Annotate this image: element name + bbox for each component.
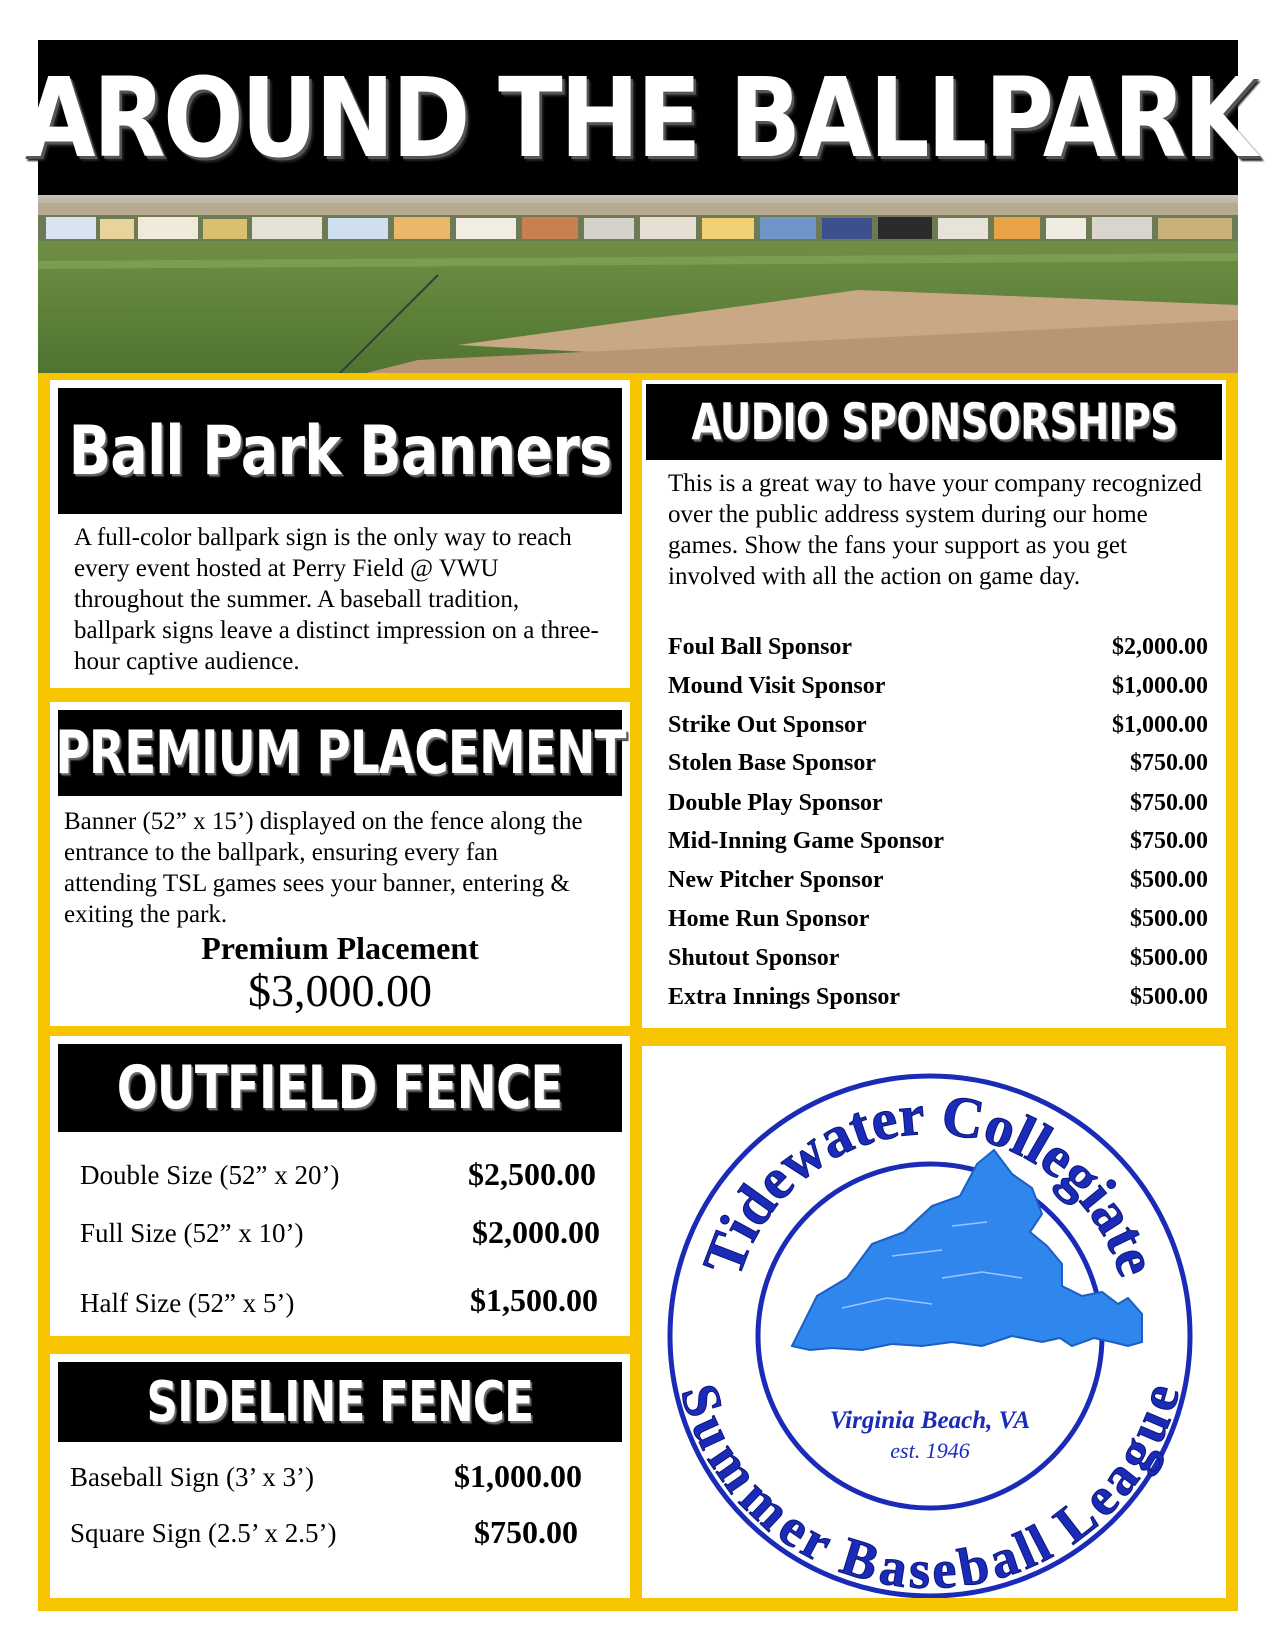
audio-row xyxy=(668,673,1208,709)
audio-row xyxy=(668,984,1208,1020)
title-bar xyxy=(21,40,1255,195)
audio-item-name: Foul Ball Sponsor xyxy=(668,634,853,660)
audio-item-price: $750.00 xyxy=(1130,828,1208,854)
logo-top-arc: Tidewater Collegiate xyxy=(689,1081,1171,1284)
ballpark-photo xyxy=(38,195,1238,375)
outfield-item-name: Full Size (52” x 10’) xyxy=(80,1218,304,1248)
audio-item-name: Strike Out Sponsor xyxy=(668,712,867,738)
logo-city: Virginia Beach, VA xyxy=(829,1407,1031,1434)
logo-panel xyxy=(642,1046,1226,1598)
outfield-panel xyxy=(50,1036,630,1336)
audio-item-price: $500.00 xyxy=(1130,945,1208,971)
audio-heading: AUDIO SPONSORSHIPS xyxy=(691,393,1177,451)
outfield-item-name: Double Size (52” x 20’) xyxy=(80,1160,340,1190)
audio-item-name: New Pitcher Sponsor xyxy=(668,867,884,893)
premium-heading: PREMIUM PLACEMENT xyxy=(54,718,626,788)
sideline-heading: SIDELINE FENCE xyxy=(146,1369,534,1435)
ballpark-illustration xyxy=(38,195,1238,375)
audio-item-name: Mid-Inning Game Sponsor xyxy=(668,828,945,854)
audio-row xyxy=(668,867,1208,903)
league-logo xyxy=(642,1046,1226,1598)
sideline-header xyxy=(58,1362,622,1442)
audio-item-price: $1,000.00 xyxy=(1112,673,1208,699)
audio-item-name: Home Run Sponsor xyxy=(668,906,870,932)
audio-item-price: $750.00 xyxy=(1130,790,1208,816)
audio-text: This is a great way to have your company recognized over the public address system during our home games. Show the fans your support as you get involved with all the action on game day. xyxy=(668,470,1202,590)
outfield-header xyxy=(58,1044,622,1132)
banners-heading: Ball Park Banners xyxy=(68,411,612,491)
audio-row xyxy=(668,828,1208,864)
audio-item-price: $1,000.00 xyxy=(1112,712,1208,738)
audio-item-name: Shutout Sponsor xyxy=(668,945,840,971)
premium-label: Premium Placement xyxy=(201,930,479,966)
audio-item-price: $2,000.00 xyxy=(1112,634,1208,660)
audio-item-price: $500.00 xyxy=(1130,984,1208,1010)
audio-item-name: Mound Visit Sponsor xyxy=(668,673,886,699)
premium-header xyxy=(54,710,626,796)
premium-price: $3,000.00 xyxy=(248,965,432,1016)
audio-row xyxy=(668,945,1208,981)
banners-text: A full-color ballpark sign is the only way to reach every event hosted at Perry Field @ VWU throughout the summer. A baseball tradition, ballpark signs leave a distinct impression on a three-hour captive audience. xyxy=(74,524,599,675)
banners-panel xyxy=(50,380,630,688)
outfield-item-name: Half Size (52” x 5’) xyxy=(80,1288,295,1318)
logo-est: est. 1946 xyxy=(890,1438,970,1463)
audio-panel xyxy=(642,380,1226,1028)
sideline-item-name: Square Sign (2.5’ x 2.5’) xyxy=(70,1518,337,1548)
premium-text: Banner (52” x 15’) displayed on the fence along the entrance to the ballpark, ensuring every fan attending TSL games sees your banner, entering & exiting the park. xyxy=(64,808,583,928)
outfield-heading: OUTFIELD FENCE xyxy=(117,1053,563,1123)
sideline-panel xyxy=(50,1354,630,1598)
audio-item-name: Extra Innings Sponsor xyxy=(668,984,901,1010)
outfield-item-price: $2,500.00 xyxy=(468,1156,596,1192)
outfield-item-price: $1,500.00 xyxy=(470,1282,598,1318)
audio-header xyxy=(646,384,1222,460)
audio-item-price: $500.00 xyxy=(1130,906,1208,932)
audio-item-price: $750.00 xyxy=(1130,750,1208,776)
outfield-item-price: $2,000.00 xyxy=(472,1214,600,1250)
logo-bottom-arc: Summer Baseball League xyxy=(668,1377,1192,1598)
page-title: AROUND THE BALLPARK xyxy=(21,53,1255,182)
sideline-item-name: Baseball Sign (3’ x 3’) xyxy=(70,1462,314,1492)
audio-row xyxy=(668,750,1208,786)
audio-row xyxy=(668,790,1208,826)
audio-row xyxy=(668,712,1208,748)
audio-row xyxy=(668,906,1208,942)
audio-item-name: Stolen Base Sponsor xyxy=(668,750,877,776)
sideline-item-price: $750.00 xyxy=(474,1514,578,1550)
banners-header xyxy=(58,388,622,514)
audio-row xyxy=(668,634,1208,670)
premium-panel xyxy=(50,702,630,1026)
audio-item-name: Double Play Sponsor xyxy=(668,790,883,816)
sideline-item-price: $1,000.00 xyxy=(454,1458,582,1494)
audio-item-price: $500.00 xyxy=(1130,867,1208,893)
